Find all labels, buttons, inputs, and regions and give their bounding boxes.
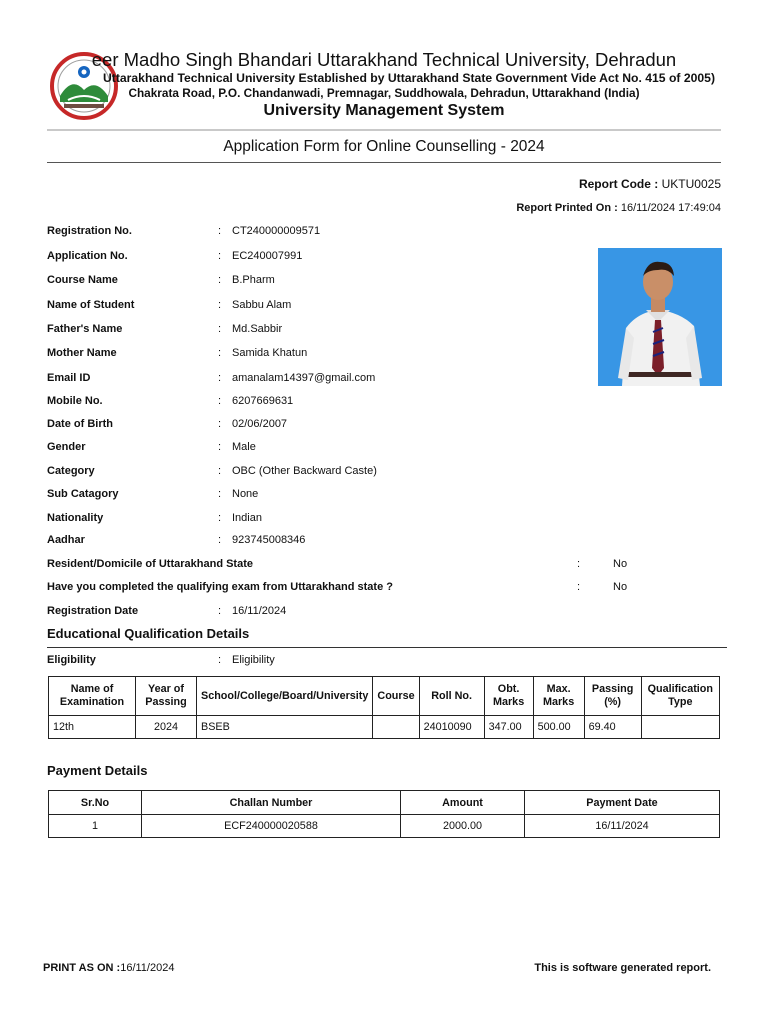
- detail-label: Email ID: [47, 372, 91, 384]
- detail-colon: :: [577, 558, 581, 570]
- detail-value: Md.Sabbir: [232, 323, 283, 335]
- detail-value: OBC (Other Backward Caste): [232, 465, 377, 477]
- table-cell: 347.00: [484, 716, 533, 739]
- print-date-value: 16/11/2024: [120, 962, 175, 974]
- detail-value: Samida Khatun: [232, 347, 308, 359]
- education-table: [48, 676, 720, 739]
- detail-colon: :: [218, 274, 222, 286]
- detail-value: Sabbu Alam: [232, 299, 292, 311]
- detail-row-registration-date: [47, 605, 727, 621]
- detail-colon: :: [218, 441, 222, 453]
- detail-colon: :: [218, 605, 222, 617]
- education-section-title: Educational Qualification Details: [47, 626, 250, 641]
- detail-value: 02/06/2007: [232, 418, 288, 430]
- detail-value: CT240000009571: [232, 225, 321, 237]
- detail-colon: :: [218, 488, 222, 500]
- detail-colon: :: [218, 534, 222, 546]
- detail-label: Nationality: [47, 512, 104, 524]
- detail-value: Male: [232, 441, 256, 453]
- eligibility-label: Eligibility: [47, 654, 96, 666]
- col-header: Max. Marks: [533, 677, 584, 716]
- detail-label: Father's Name: [47, 323, 123, 335]
- table-cell: ECF240000020588: [142, 815, 401, 838]
- detail-row-aadhar: [47, 534, 727, 550]
- detail-value: Indian: [232, 512, 262, 524]
- education-divider: [47, 647, 727, 648]
- detail-row-sub-category: [47, 488, 727, 504]
- col-header: Year of Passing: [136, 677, 197, 716]
- table-cell: [641, 716, 719, 739]
- detail-value: None: [232, 488, 259, 500]
- detail-label: Application No.: [47, 250, 128, 262]
- eligibility-row: [47, 654, 727, 670]
- eligibility-colon: :: [218, 654, 222, 666]
- detail-row-registration-no: [47, 225, 727, 241]
- table-row: [49, 716, 720, 739]
- detail-value: 16/11/2024: [232, 605, 287, 617]
- detail-colon: :: [218, 372, 222, 384]
- col-header: Sr.No: [49, 791, 142, 815]
- report-code-label: Report Code :: [578, 177, 659, 191]
- detail-value: B.Pharm: [232, 274, 275, 286]
- education-table-header: [49, 677, 720, 716]
- col-header: Passing (%): [584, 677, 641, 716]
- table-cell: 69.40: [584, 716, 641, 739]
- detail-label: Name of Student: [47, 299, 135, 311]
- col-header: Qualification Type: [641, 677, 719, 716]
- table-cell: 2024: [136, 716, 197, 739]
- detail-colon: :: [218, 225, 222, 237]
- table-cell: BSEB: [197, 716, 373, 739]
- university-address: Chakrata Road, P.O. Chandanwadi, Premnagar, Suddhowala, Dehradun, Uttarakhand (India): [128, 86, 640, 100]
- detail-colon: :: [218, 323, 222, 335]
- col-header: Challan Number: [142, 791, 401, 815]
- detail-row-nationality: [47, 512, 727, 528]
- detail-label: Mother Name: [47, 347, 117, 359]
- payment-table-header: [49, 791, 720, 815]
- title-divider: [47, 162, 721, 163]
- payment-section-title: Payment Details: [47, 763, 148, 778]
- form-title: Application Form for Online Counselling - 2024: [223, 138, 545, 155]
- detail-label: Gender: [47, 441, 86, 453]
- report-code-value: UKTU0025: [661, 177, 721, 191]
- report-code: [579, 177, 721, 191]
- detail-colon: :: [577, 581, 581, 593]
- detail-row-mobile: [47, 395, 727, 411]
- table-cell: 500.00: [533, 716, 584, 739]
- student-photo-icon: [598, 248, 722, 386]
- detail-label: Date of Birth: [47, 418, 113, 430]
- detail-value: 6207669631: [232, 395, 294, 407]
- student-photo: [598, 248, 722, 386]
- table-cell: [373, 716, 419, 739]
- detail-value: amanalam14397@gmail.com: [232, 372, 376, 384]
- detail-row-domicile: [47, 558, 727, 574]
- detail-value: EC240007991: [232, 250, 303, 262]
- detail-value: No: [613, 558, 628, 570]
- detail-colon: :: [218, 465, 222, 477]
- detail-colon: :: [218, 418, 222, 430]
- detail-value: 923745008346: [232, 534, 306, 546]
- software-generated-note: This is software generated report.: [534, 962, 711, 974]
- col-header: Obt. Marks: [484, 677, 533, 716]
- col-header: Name of Examination: [49, 677, 136, 716]
- col-header: Payment Date: [525, 791, 720, 815]
- detail-colon: :: [218, 250, 222, 262]
- detail-row-gender: [47, 441, 727, 457]
- detail-value: No: [613, 581, 628, 593]
- detail-label: Registration No.: [47, 225, 132, 237]
- print-date-label: PRINT AS ON :: [43, 962, 121, 974]
- university-subtitle: Uttarakhand Technical University Established by Uttarakhand State Government Vide Act No. 415 of 2005): [102, 71, 716, 85]
- detail-colon: :: [218, 299, 222, 311]
- detail-label: Resident/Domicile of Uttarakhand State: [47, 558, 253, 570]
- col-header: Amount: [401, 791, 525, 815]
- detail-label: Mobile No.: [47, 395, 103, 407]
- detail-row-dob: [47, 418, 727, 434]
- header-divider: [47, 129, 721, 131]
- detail-colon: :: [218, 512, 222, 524]
- detail-label: Have you completed the qualifying exam from Uttarakhand state ?: [47, 581, 393, 593]
- report-printed-label: Report Printed On :: [516, 202, 618, 214]
- detail-label: Category: [47, 465, 95, 477]
- system-name: University Management System: [263, 102, 505, 119]
- payment-table: [48, 790, 720, 838]
- report-printed: [516, 202, 721, 214]
- report-printed-value: 16/11/2024 17:49:04: [620, 202, 721, 214]
- table-cell: 2000.00: [401, 815, 525, 838]
- detail-label: Course Name: [47, 274, 118, 286]
- detail-colon: :: [218, 395, 222, 407]
- col-header: Roll No.: [419, 677, 484, 716]
- detail-row-qualifying-exam-state: [47, 581, 727, 597]
- detail-label: Aadhar: [47, 534, 85, 546]
- eligibility-value: Eligibility: [232, 654, 275, 666]
- table-cell: 1: [49, 815, 142, 838]
- col-header: School/College/Board/University: [197, 677, 373, 716]
- col-header: Course: [373, 677, 419, 716]
- detail-row-category: [47, 465, 727, 481]
- detail-label: Registration Date: [47, 605, 139, 617]
- detail-colon: :: [218, 347, 222, 359]
- detail-label: Sub Catagory: [47, 488, 119, 500]
- print-date: [43, 962, 174, 974]
- university-title: eer Madho Singh Bhandari Uttarakhand Technical University, Dehradun: [91, 49, 677, 70]
- table-row: [49, 815, 720, 838]
- table-cell: 12th: [49, 716, 136, 739]
- table-cell: 24010090: [419, 716, 484, 739]
- table-cell: 16/11/2024: [525, 815, 720, 838]
